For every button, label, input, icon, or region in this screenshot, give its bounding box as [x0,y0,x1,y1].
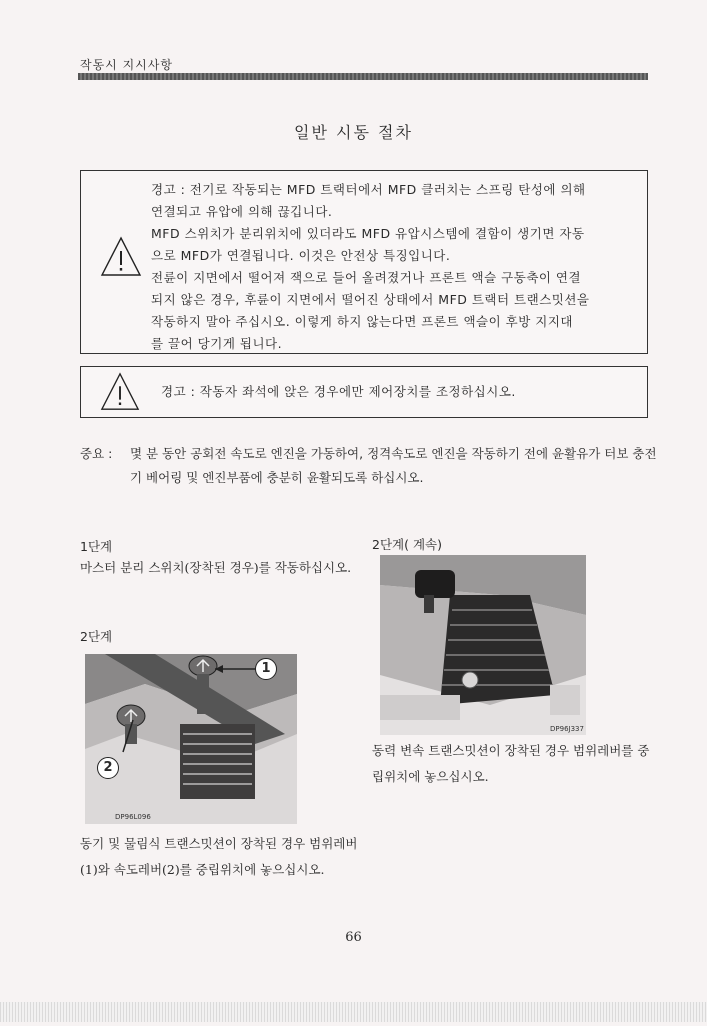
callout-1: 1 [255,658,277,680]
warning-line: 경고 : 전기로 작동되는 MFD 트랙터에서 MFD 클러치는 스프링 탄성에 의해 [151,182,586,197]
important-note [80,442,665,490]
important-text: 몇 분 동안 공회전 속도로 엔진을 가동하여, 정격속도로 엔진을 작동하기 전에 윤활유가 터보 충전기 베어링 및 엔진부품에 충분히 윤활되도록 하십시오. [130,446,657,485]
scan-edge [0,1002,707,1022]
step2-cont-text: 동력 변속 트랜스밋션이 장착된 경우 범위레버를 중립위치에 놓으십시오. [372,743,650,784]
step1-text: 마스터 분리 스위치(장착된 경우)를 작동하십시오. [80,560,352,575]
warning-triangle-icon [99,235,143,279]
callout-2: 2 [97,757,119,779]
lever-photo [85,654,297,824]
warning-line: MFD 스위치가 분리위치에 있더라도 MFD 유압시스템에 결함이 생기면 자동 [151,226,585,241]
section-header: 작동시 지시사항 [80,58,173,72]
page-number: 66 [345,930,362,945]
photo-code: DP96L096 [115,813,151,821]
warning-text-seat: 경고 : 작동자 좌석에 앉은 경우에만 제어장치를 조정하십시오. [161,384,516,399]
warning-text-mfd [151,179,636,355]
step1-heading: 1단계 [80,539,113,554]
page-title: 일반 시동 절차 [294,123,413,142]
warning-line: 연결되고 유압에 의해 끊깁니다. [151,204,333,219]
powershift-illustration [380,555,586,735]
step2-cont-heading: 2단계( 계속) [372,537,442,552]
step2-text: 동기 및 물림식 트랜스밋션이 장착된 경우 범위레버(1)와 속도레버(2)를 중립위치에 놓으십시오. [80,836,358,877]
warning-box-seat [80,366,648,418]
step2-heading: 2단계 [80,629,113,644]
warning-line: 되지 않은 경우, 후륜이 지면에서 떨어진 상태에서 MFD 트랙터 트랜스밋션을 [151,292,590,307]
warning-line: 으로 MFD가 연결됩니다. 이것은 안전상 특징입니다. [151,248,451,263]
warning-box-mfd [80,170,648,354]
warning-line: 전륜이 지면에서 떨어져 잭으로 들어 올려졌거나 프론트 액슬 구동축이 연결 [151,270,582,285]
powershift-photo [380,555,586,735]
important-label: 중요 : [80,446,113,461]
photo-code: DP96J337 [550,725,584,733]
warning-line: 를 끌어 당기게 됩니다. [151,336,283,351]
warning-triangle-icon [99,371,141,413]
header-divider [78,73,648,80]
warning-line: 작동하지 말아 주십시오. 이렇게 하지 않는다면 프론트 액슬이 후방 지지대 [151,314,573,329]
